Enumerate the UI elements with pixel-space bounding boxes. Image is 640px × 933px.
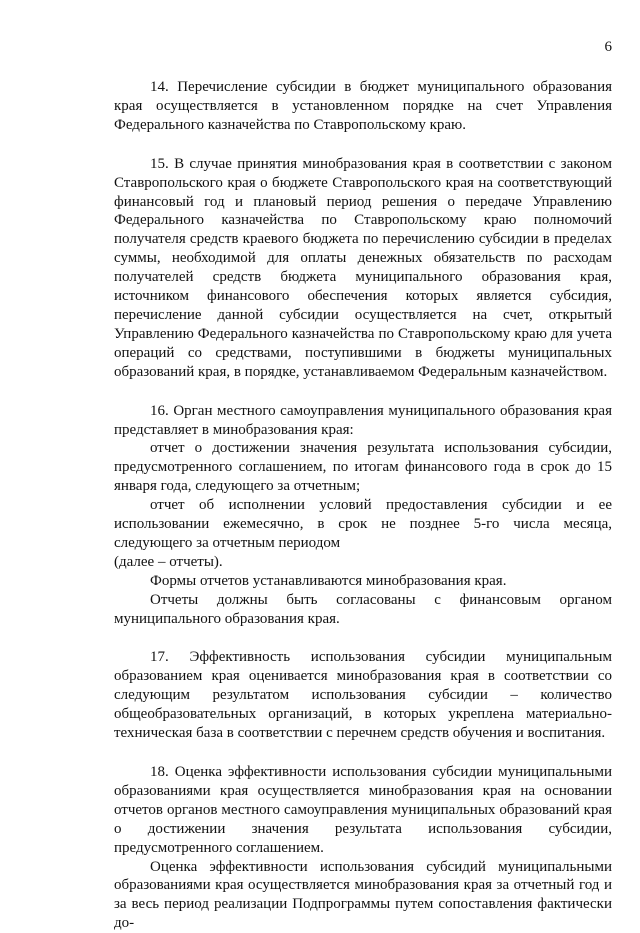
paragraph-gap xyxy=(114,743,612,763)
paragraph-15: 15. В случае принятия минобразования края в соответствии с законом Ставропольского края о бюджете Ставропольского края на соответствующий финансовый год и плановый период решения о передаче Управлению Федерального казначейства по Ставропольскому краю полномочий получателя средств краевого бюджета по перечислению субсидии в пределах суммы, необходимой для оплаты денежных обязательств по расходам получателей средств бюджета муниципального образования края, источником финансового обеспечения которых является субсидия, перечисление данной субсидии осуществляется на счет, открытый Управлению Федерального казначейства по Ставропольскому краю для учета операций со средствами, поступившими в бюджеты муниципальных образований края, в порядке, устанавливаемом Федеральным казначейством. xyxy=(114,155,612,380)
paragraph-18-continued: Оценка эффективности использования субсидий муниципальными образованиями края осуществляется минобразования края за отчетный год и за весь период реализации Подпрограммы путем сопоставления фактически до- xyxy=(114,858,612,932)
paragraph-16-agreement: Отчеты должны быть согласованы с финансовым органом муниципального образования края. xyxy=(114,591,612,627)
paragraph-16-forms: Формы отчетов устанавливаются минобразования края. xyxy=(150,572,507,589)
paragraph-18: 18. Оценка эффективности использования субсидии муниципальными образованиями края осуществляется минобразования края на основании отчетов органов местного самоуправления муниципальных образований края о достижении значения результата использования субсидии, предусмотренного соглашением. xyxy=(114,764,612,856)
paragraph-16-item-1: отчет о достижении значения результата использования субсидии, предусмотренного соглашением, по итогам финансового года в срок до 15 января года, следующего за отчетным; xyxy=(114,440,612,495)
paragraph-16-intro: 16. Орган местного самоуправления муниципального образования края представляет в минобразования края: xyxy=(114,402,612,438)
paragraph-14: 14. Перечисление субсидии в бюджет муниципального образования края осуществляется в установленном порядке на счет Управления Федерального казначейства по Ставропольскому краю. xyxy=(114,79,612,133)
paragraph-16-item-2: отчет об исполнении условий предоставления субсидии и ее использовании ежемесячно, в срок не позднее 5-го числа месяца, следующего за отчетным периодом xyxy=(114,497,612,551)
paragraph-gap xyxy=(114,135,612,155)
document-body xyxy=(114,78,612,933)
paragraph-gap xyxy=(114,382,612,402)
paragraph-gap xyxy=(114,628,612,648)
paragraph-16-note: (далее – отчеты). xyxy=(114,553,223,570)
paragraph-17: 17. Эффективность использования субсидии муниципальным образованием края оценивается минобразования края в соответствии со следующим результатом использования субсидии – количество общеобразовательных организаций, в которых укреплена материально-техническая база в соответствии с перечнем средств обучения и воспитания. xyxy=(114,649,612,742)
page-number: 6 xyxy=(604,39,612,55)
